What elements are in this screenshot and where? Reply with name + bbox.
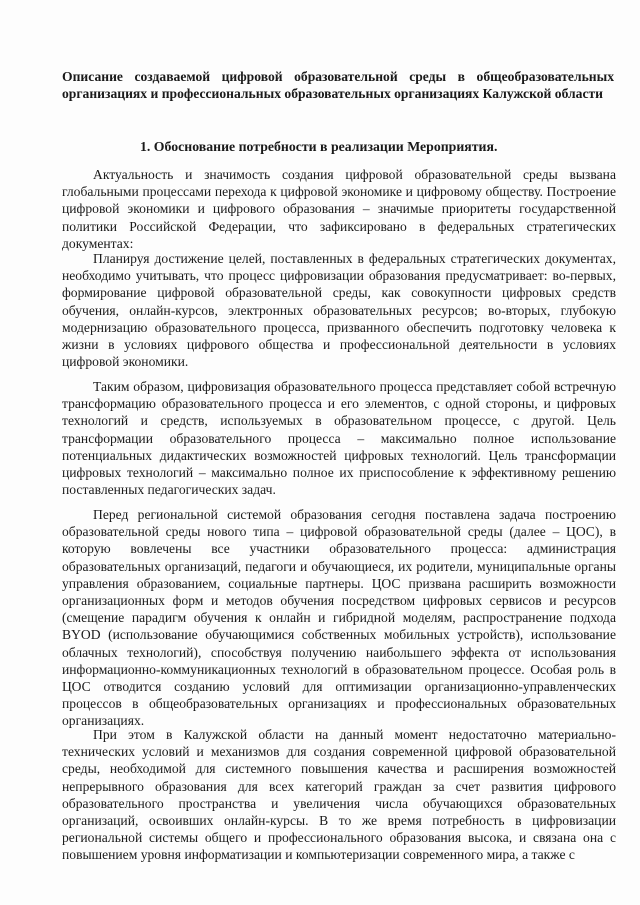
paragraph-transformation: Таким образом, цифровизация образовательного процесса представляет собой встречную трансформацию образовательного процесса и его элементов, с одной стороны, и цифровых технологий и средств, используемых в образовательном процессе, с другой. Цель трансформации образовательного процесса – максимально полное использование потенциальных дидактических возможностей цифровых технологий. Цель трансформации цифровых технологий – максимально полное их приспособление к эффективному решению поставленных педагогических задач.	[62, 379, 616, 498]
paragraph-regional-system: Перед региональной системой образования сегодня поставлена задача построению образовательной среды нового типа – цифровой образовательной среды (далее – ЦОС), в которую вовлечены все участники образовательного процесса: администрация образовательных организаций, педагоги и обучающиеся, их родители, муниципальные органы управления образованием, социальные партнеры. ЦОС призвана расширить возможности организационных форм и методов обучения посредством цифровых сервисов и ресурсов (смещение парадигм обучения к онлайн и гибридной моделям, распространение подхода BYOD (использование обучающимися собственных мобильных устройств), использование облачных технологий), способствуя получению наибольшего эффекта от использования информационно-коммуникационных технологий в образовательном процессе. Особая роль в ЦОС отводится созданию условий для оптимизации организационно-управленческих процессов в общеобразовательных организациях и профессиональных образовательных организациях.	[62, 507, 616, 729]
paragraph-planning: Планируя достижение целей, поставленных в федеральных стратегических документах, необходимо учитывать, что процесс цифровизации образования предусматривает: во-первых, формирование цифровой образовательной среды, как совокупности цифровых средств обучения, онлайн-курсов, электронных образовательных ресурсов; во-вторых, глубокую модернизацию образовательного процесса, призванного обеспечить подготовку человека к жизни в условиях цифрового общества и профессиональной деятельности в условиях цифровой экономики.	[62, 251, 616, 370]
section-heading: 1. Обоснование потребности в реализации Мероприятия.	[140, 139, 498, 154]
paragraph-kaluga-region: При этом в Калужской области на данный момент недостаточно материально-технических условий и механизмов для создания современной цифровой образовательной среды, необходимой для системного повышения качества и расширения возможностей непрерывного образования для всех категорий граждан за счет развития цифрового образовательного пространства и увеличения числа обучающихся образовательных организаций, освоивших онлайн-курсы. В то же время потребность в цифровизации региональной системы общего и профессионального образования высока, и связана она с повышением уровня информатизации и компьютеризации современного мира, а также с	[62, 727, 616, 863]
paragraph-relevance: Актуальность и значимость создания цифровой образовательной среды вызвана глобальными процессами перехода к цифровой экономике и цифровому обществу. Построение цифровой экономики и цифрового образования – значимые приоритеты государственной политики Российской Федерации, что зафиксировано в федеральных стратегических документах:	[62, 167, 616, 251]
document-title: Описание создаваемой цифровой образовательной среды в общеобразовательных организациях и профессиональных образовательных организациях Калужской области	[62, 69, 614, 101]
